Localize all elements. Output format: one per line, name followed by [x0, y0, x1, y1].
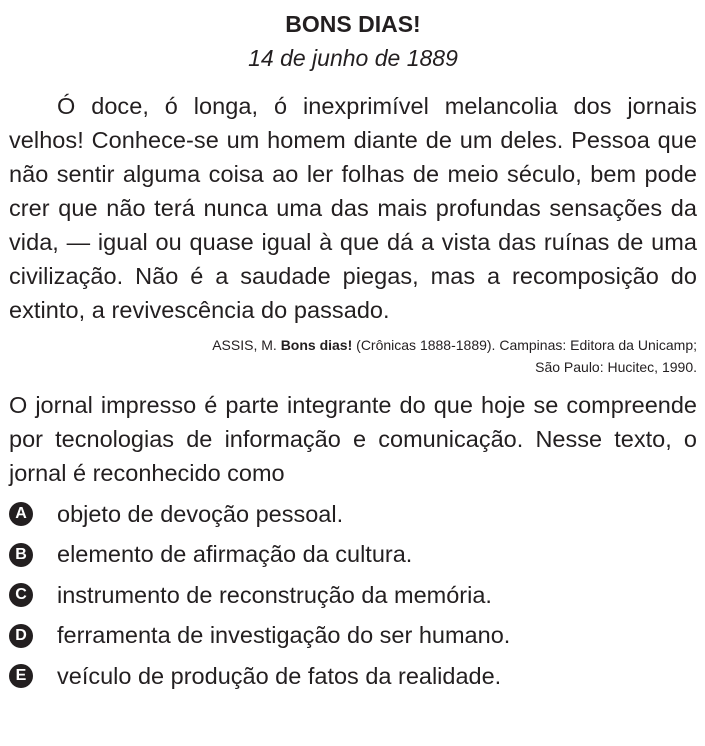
option-d[interactable]: [9, 616, 697, 657]
option-letter-badge: A: [9, 502, 33, 526]
citation-author: ASSIS, M.: [212, 337, 281, 353]
citation-line-1: [9, 334, 697, 356]
text-date: 14 de junho de 1889: [248, 45, 458, 71]
option-letter-badge: C: [9, 583, 33, 607]
question-prompt: O jornal impresso é parte integrante do que hoje se compreende por tecnologias de informação e comunicação. Nesse texto, o jornal é reconhecido como: [9, 392, 697, 486]
option-a[interactable]: [9, 494, 697, 535]
chronicle-paragraph: Ó doce, ó longa, ó inexprimível melancolia dos jornais velhos! Conhece-se um homem diante de um deles. Pessoa que não sentir alguma coisa ao ler folhas de meio século, bem pode crer que não terá nunca uma das mais profundas sensações da vida, — igual ou quase igual à que dá a vista das ruínas de uma civilização. Não é a saudade piegas, mas a recomposição do extinto, a revivescência do passado.: [9, 93, 697, 323]
source-citation: [9, 334, 697, 378]
option-letter-badge: D: [9, 624, 33, 648]
option-c[interactable]: [9, 575, 697, 616]
option-text: instrumento de reconstrução da memória.: [57, 581, 492, 608]
option-letter-badge: B: [9, 543, 33, 567]
citation-details: (Crônicas 1888-1889). Campinas: Editora da Unicamp;: [352, 337, 697, 353]
option-b[interactable]: [9, 535, 697, 576]
option-text: ferramenta de investigação do ser humano.: [57, 622, 511, 649]
citation-book-title: Bons dias!: [280, 337, 353, 353]
text-title: BONS DIAS!: [285, 11, 421, 37]
option-text: veículo de produção de fatos da realidade.: [57, 662, 502, 689]
option-text: objeto de devoção pessoal.: [57, 500, 344, 527]
citation-line-2: São Paulo: Hucitec, 1990.: [535, 359, 697, 375]
option-e[interactable]: [9, 656, 697, 697]
option-letter-badge: E: [9, 664, 33, 688]
option-text: elemento de afirmação da cultura.: [57, 541, 413, 568]
answer-options: [9, 494, 697, 697]
